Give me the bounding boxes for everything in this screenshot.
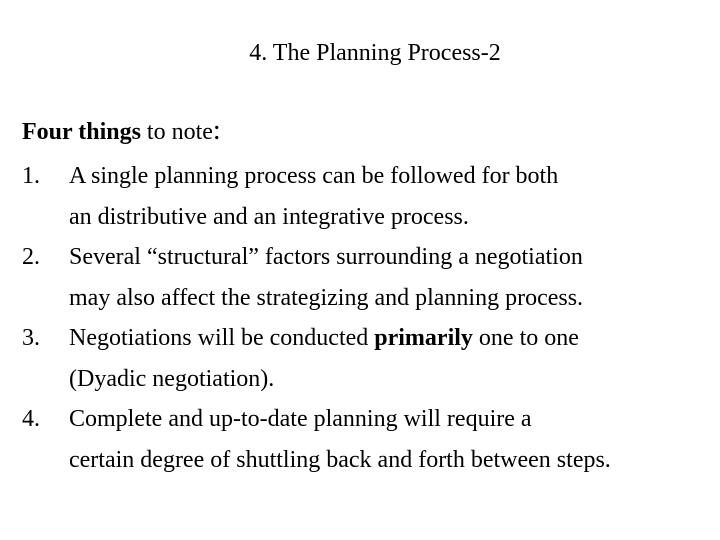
list-item-number: 1. bbox=[22, 163, 40, 189]
list-item-line: A single planning process can be followed for both bbox=[69, 163, 559, 189]
intro-line bbox=[22, 116, 221, 147]
intro-colon: : bbox=[212, 115, 221, 146]
list-item bbox=[22, 237, 611, 318]
list-item-number: 2. bbox=[22, 244, 40, 270]
list-item-line: (Dyadic negotiation). bbox=[69, 365, 275, 392]
list-item-line bbox=[69, 318, 611, 359]
list-item-text: one to one bbox=[472, 325, 579, 351]
list-item-number: 3. bbox=[22, 325, 40, 351]
list-item bbox=[22, 156, 611, 237]
list-item bbox=[22, 318, 611, 399]
list-item bbox=[22, 399, 611, 480]
list-item-line: an distributive and an integrative process. bbox=[69, 203, 469, 230]
emphasis-text: primarily bbox=[374, 325, 473, 351]
list-item-line: certain degree of shuttling back and forth between steps. bbox=[69, 446, 611, 473]
numbered-list bbox=[22, 156, 611, 480]
intro-bold-text: Four things bbox=[22, 119, 141, 145]
list-item-text: Negotiations will be conducted bbox=[69, 325, 375, 351]
list-item-line: Complete and up-to-date planning will require a bbox=[69, 406, 532, 432]
slide-title: 4. The Planning Process-2 bbox=[249, 40, 501, 66]
list-item-line: Several “structural” factors surrounding a negotiation bbox=[69, 244, 583, 270]
list-item-line: may also affect the strategizing and planning process. bbox=[69, 284, 584, 311]
list-item-number: 4. bbox=[22, 406, 40, 432]
intro-text: to note bbox=[140, 119, 213, 145]
